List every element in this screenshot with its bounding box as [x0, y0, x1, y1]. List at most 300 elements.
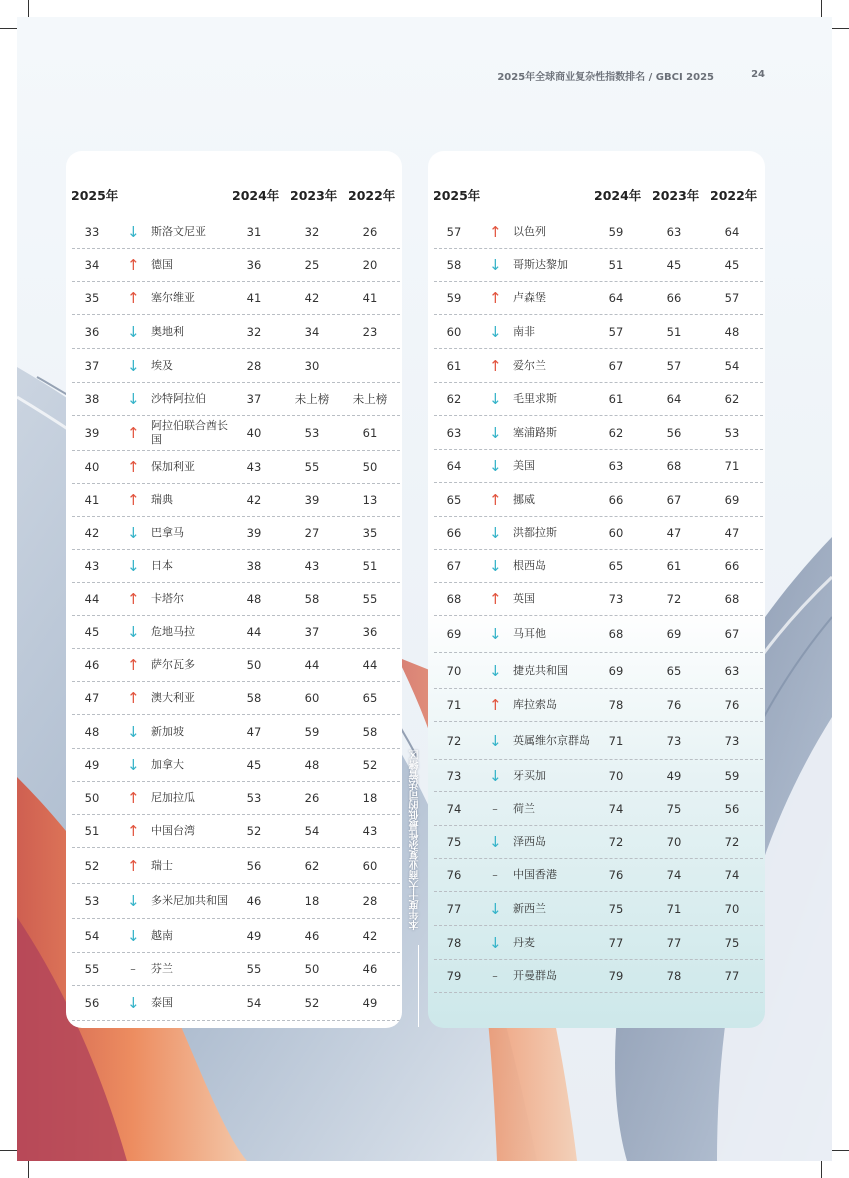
country-name: 美国 [513, 459, 535, 472]
trend-up-icon: ↑ [127, 491, 140, 509]
table-row [434, 722, 763, 760]
trend-down-icon: ↓ [127, 623, 140, 641]
rank-cell: 74 [446, 801, 462, 816]
country-name: 马耳他 [513, 627, 546, 640]
rank-2024-cell: 64 [608, 291, 624, 305]
rank-2024-cell: 67 [608, 358, 624, 373]
col-header-2023: 2023年 [290, 188, 338, 203]
rank-2023-cell: 77 [666, 935, 682, 950]
table-row [434, 282, 763, 315]
col-header-2022: 2022年 [710, 188, 758, 203]
trend-up-icon: ↑ [127, 289, 140, 307]
trend-same-icon: – [492, 868, 498, 882]
table-row [72, 682, 400, 715]
table-row [434, 550, 763, 583]
page-number: 24 [751, 69, 765, 80]
rank-cell: 52 [84, 858, 100, 873]
rank-2022-cell: 61 [362, 426, 378, 440]
trend-down-icon: ↓ [489, 833, 502, 851]
rank-2024-cell: 65 [608, 559, 624, 573]
trend-up-icon: ↑ [489, 590, 502, 608]
trend-down-icon: ↓ [489, 661, 502, 680]
country-name: 瑞士 [151, 858, 173, 872]
rank-2024-cell: 58 [246, 691, 262, 705]
rank-2023-cell: 56 [666, 425, 682, 440]
trend-down-icon: ↓ [127, 390, 140, 408]
trend-down-icon: ↓ [127, 222, 140, 241]
trend-down-icon: ↓ [489, 256, 502, 274]
rank-2022-cell: 65 [362, 691, 378, 705]
country-name: 中国香港 [513, 868, 557, 881]
trend-down-icon: ↓ [489, 933, 502, 952]
rank-cell: 40 [84, 460, 100, 474]
rank-2024-cell: 45 [246, 758, 262, 772]
trend-down-icon: ↓ [127, 557, 140, 575]
rank-2024-cell: 70 [608, 768, 624, 783]
crop-mark [831, 28, 849, 29]
table-row [434, 892, 763, 926]
rank-cell: 45 [84, 625, 100, 639]
trend-down-icon: ↓ [127, 994, 140, 1012]
rank-2024-cell: 63 [608, 459, 624, 473]
rank-cell: 60 [446, 324, 462, 339]
rank-cell: 47 [84, 691, 100, 705]
trend-up-icon: ↑ [127, 590, 140, 608]
rank-2024-cell: 69 [608, 663, 624, 678]
rank-cell: 51 [84, 824, 100, 838]
rank-cell: 62 [446, 392, 462, 406]
col-header-2023: 2023年 [652, 188, 700, 203]
rank-cell: 78 [446, 935, 462, 950]
rank-2022-cell: 36 [362, 625, 378, 639]
table-row [434, 349, 763, 383]
table-row [434, 653, 763, 689]
rank-2022-cell: 71 [724, 459, 740, 473]
rank-2024-cell: 46 [246, 894, 262, 908]
rank-2024-cell: 66 [608, 492, 624, 507]
rank-2024-cell: 72 [608, 835, 624, 849]
col-header-2024: 2024年 [594, 188, 642, 203]
table-row [72, 451, 400, 484]
table-row [434, 483, 763, 517]
rank-cell: 36 [84, 324, 100, 339]
table-row [434, 383, 763, 416]
country-name: 毛里求斯 [513, 392, 557, 405]
table-row [434, 792, 763, 826]
rank-cell: 68 [446, 592, 462, 606]
rank-2024-cell: 49 [246, 928, 262, 943]
table-row [434, 315, 763, 349]
rank-2023-cell: 未上榜 [294, 392, 330, 406]
country-name: 斯洛文尼亚 [151, 224, 206, 238]
table-row [434, 859, 763, 892]
rank-2022-cell: 66 [724, 559, 740, 573]
rank-2022-cell: 68 [724, 592, 740, 606]
trend-down-icon: ↓ [489, 423, 502, 442]
country-name: 爱尔兰 [513, 358, 546, 372]
rank-2022-cell: 13 [362, 493, 378, 507]
rank-2023-cell: 27 [304, 526, 320, 540]
country-name: 泰国 [151, 996, 173, 1009]
trend-down-icon: ↓ [127, 524, 140, 542]
table-row [72, 848, 400, 884]
rank-2022-cell: 74 [724, 868, 740, 882]
country-name: 加拿大 [151, 758, 184, 771]
rank-cell: 61 [446, 358, 462, 373]
country-name: 英国 [513, 592, 535, 605]
rank-2023-cell: 61 [666, 559, 682, 573]
col-header-2025: 2025年 [433, 188, 481, 203]
table-row [434, 450, 763, 483]
trend-down-icon: ↓ [127, 892, 140, 910]
rank-2023-cell: 66 [666, 291, 682, 305]
country-name: 开曼群岛 [513, 969, 557, 982]
rank-2024-cell: 77 [608, 935, 624, 950]
rank-2022-cell: 63 [724, 663, 740, 678]
country-name: 危地马拉 [151, 625, 195, 638]
country-name: 泽西岛 [513, 835, 546, 848]
trend-same-icon: – [492, 969, 498, 983]
country-name: 卡塔尔 [151, 592, 184, 605]
rank-cell: 34 [84, 258, 100, 272]
country-name: 南非 [513, 324, 535, 338]
rank-2024-cell: 59 [608, 224, 624, 239]
rank-2022-cell: 49 [362, 996, 378, 1010]
rank-2024-cell: 50 [246, 658, 262, 672]
table-row [72, 583, 400, 616]
rank-cell: 58 [446, 258, 462, 272]
rank-2023-cell: 55 [304, 460, 320, 474]
rank-2023-cell: 57 [666, 358, 682, 373]
rank-cell: 73 [446, 768, 462, 783]
trend-up-icon: ↑ [127, 424, 140, 442]
rank-2023-cell: 46 [304, 928, 320, 943]
trend-down-icon: ↓ [489, 731, 502, 750]
rank-2024-cell: 43 [246, 460, 262, 474]
rank-2022-cell: 35 [362, 526, 378, 540]
rank-2024-cell: 75 [608, 901, 624, 916]
trend-up-icon: ↑ [127, 789, 140, 807]
rank-2023-cell: 51 [666, 324, 682, 339]
ranking-table-right [428, 151, 765, 1028]
country-name: 多米尼加共和国 [151, 894, 228, 907]
table-row [72, 884, 400, 919]
crop-mark [821, 1160, 822, 1178]
trend-up-icon: ↑ [127, 458, 140, 476]
rank-cell: 48 [84, 724, 100, 739]
rank-2023-cell: 26 [304, 791, 320, 805]
trend-same-icon: – [130, 962, 136, 976]
country-name: 哥斯达黎加 [513, 258, 568, 271]
rank-2024-cell: 78 [608, 698, 624, 712]
rank-2024-cell: 32 [246, 324, 262, 339]
rank-cell: 79 [446, 969, 462, 983]
table-row [72, 616, 400, 649]
rank-2022-cell: 42 [362, 928, 378, 943]
rank-2024-cell: 28 [246, 358, 262, 373]
rank-2023-cell: 78 [666, 969, 682, 983]
trend-down-icon: ↓ [127, 756, 140, 774]
trend-up-icon: ↑ [489, 696, 502, 714]
rank-2024-cell: 71 [608, 733, 624, 748]
rank-2024-cell: 76 [608, 868, 624, 882]
rank-cell: 50 [84, 791, 100, 805]
rank-2022-cell: 55 [362, 592, 378, 606]
table-row [72, 815, 400, 848]
rank-2023-cell: 76 [666, 698, 682, 712]
crop-mark [831, 1150, 849, 1151]
rank-cell: 54 [84, 928, 100, 943]
rank-2022-cell: 43 [362, 824, 378, 838]
trend-up-icon: ↑ [127, 656, 140, 674]
country-name: 尼加拉瓜 [151, 791, 195, 804]
country-name: 芬兰 [151, 962, 173, 975]
rank-2022-cell: 73 [724, 733, 740, 748]
rank-cell: 37 [84, 358, 100, 373]
rank-2023-cell: 52 [304, 996, 320, 1010]
rank-2023-cell: 42 [304, 291, 320, 305]
country-name: 日本 [151, 559, 173, 572]
rank-2024-cell: 38 [246, 559, 262, 573]
rank-2022-cell: 52 [362, 758, 378, 772]
rank-cell: 65 [446, 492, 462, 507]
rank-2023-cell: 74 [666, 868, 682, 882]
trend-down-icon: ↓ [127, 926, 140, 945]
rank-2024-cell: 39 [246, 526, 262, 540]
rank-cell: 38 [84, 392, 100, 406]
rank-2024-cell: 52 [246, 824, 262, 838]
rank-2024-cell: 42 [246, 493, 262, 507]
rank-2022-cell: 60 [362, 858, 378, 873]
trend-same-icon: – [492, 802, 498, 815]
rank-2022-cell: 67 [724, 627, 740, 641]
rank-cell: 39 [84, 426, 100, 440]
rank-2022-cell: 56 [724, 801, 740, 816]
side-note [406, 750, 426, 1030]
rank-2023-cell: 72 [666, 592, 682, 606]
trend-down-icon: ↓ [127, 722, 140, 741]
rank-2022-cell: 45 [724, 258, 740, 272]
rank-2024-cell: 60 [608, 526, 624, 540]
rank-2024-cell: 54 [246, 996, 262, 1010]
col-header-2022: 2022年 [348, 188, 396, 203]
country-name: 沙特阿拉伯 [151, 392, 206, 405]
rank-2023-cell: 62 [304, 858, 320, 873]
trend-down-icon: ↓ [489, 899, 502, 918]
rank-cell: 46 [84, 658, 100, 672]
rank-cell: 67 [446, 559, 462, 573]
ranking-table-left [66, 151, 402, 1028]
rank-2022-cell: 23 [362, 324, 378, 339]
country-name: 荷兰 [513, 801, 535, 815]
crop-mark [28, 1160, 29, 1178]
rank-cell: 49 [84, 758, 100, 772]
table-row [434, 616, 763, 653]
col-header-2025: 2025年 [71, 188, 119, 203]
rank-2022-cell: 51 [362, 559, 378, 573]
trend-up-icon: ↑ [127, 256, 140, 274]
rank-2024-cell: 62 [608, 425, 624, 440]
rank-2022-cell: 58 [362, 724, 378, 739]
rank-2024-cell: 47 [246, 724, 262, 739]
rank-2024-cell: 36 [246, 258, 262, 272]
rank-cell: 66 [446, 526, 462, 540]
rank-2024-cell: 55 [246, 962, 262, 976]
rank-2023-cell: 37 [304, 625, 320, 639]
rank-2023-cell: 50 [304, 962, 320, 976]
rank-cell: 57 [446, 224, 462, 239]
table-row [72, 782, 400, 815]
rank-2024-cell: 79 [608, 969, 624, 983]
rank-2023-cell: 53 [304, 426, 320, 440]
rank-cell: 42 [84, 526, 100, 540]
trend-up-icon: ↑ [489, 289, 502, 307]
table-row [72, 416, 400, 451]
trend-down-icon: ↓ [489, 625, 502, 643]
table-row [72, 517, 400, 550]
rank-2022-cell: 20 [362, 258, 378, 272]
side-note-line [418, 945, 419, 1027]
rank-2022-cell: 26 [362, 224, 378, 239]
trend-up-icon: ↑ [489, 222, 502, 241]
rank-cell: 64 [446, 459, 462, 473]
table-row [434, 215, 763, 249]
rank-2023-cell: 71 [666, 901, 682, 916]
rank-2023-cell: 45 [666, 258, 682, 272]
rank-2023-cell: 48 [304, 758, 320, 772]
rank-2023-cell: 34 [304, 324, 320, 339]
rank-2023-cell: 18 [304, 894, 320, 908]
rank-2024-cell: 51 [608, 258, 624, 272]
rank-2022-cell: 44 [362, 658, 378, 672]
rank-2024-cell: 53 [246, 791, 262, 805]
rank-2023-cell: 43 [304, 559, 320, 573]
country-name: 德国 [151, 258, 173, 271]
rank-2023-cell: 49 [666, 768, 682, 783]
country-name: 瑞典 [151, 493, 173, 506]
trend-down-icon: ↓ [127, 356, 140, 375]
table-row [434, 760, 763, 792]
rank-2022-cell: 72 [724, 835, 740, 849]
rank-cell: 59 [446, 291, 462, 305]
country-name: 阿拉伯联合酋长国 [151, 419, 228, 446]
table-row [72, 249, 400, 282]
crop-mark [821, 0, 822, 18]
rank-cell: 69 [446, 627, 462, 641]
rank-cell: 77 [446, 901, 462, 916]
trend-up-icon: ↑ [127, 822, 140, 840]
rank-2024-cell: 31 [246, 224, 262, 239]
table-row [72, 550, 400, 583]
country-name: 萨尔瓦多 [151, 658, 195, 671]
table-row [72, 383, 400, 416]
rank-2024-cell: 56 [246, 858, 262, 873]
rank-2023-cell: 68 [666, 459, 682, 473]
country-name: 塞尔维亚 [151, 291, 195, 304]
rank-cell: 33 [84, 224, 100, 239]
rank-2022-cell: 46 [362, 962, 378, 976]
country-name: 保加利亚 [151, 460, 195, 473]
table-row [72, 649, 400, 682]
rank-2023-cell: 75 [666, 801, 682, 816]
rank-cell: 75 [446, 835, 462, 849]
rank-2022-cell: 41 [362, 291, 378, 305]
country-name: 中国台湾 [151, 824, 195, 837]
rank-cell: 43 [84, 559, 100, 573]
rank-2022-cell: 77 [724, 969, 740, 983]
rank-2024-cell: 61 [608, 392, 624, 406]
table-row [434, 517, 763, 550]
rank-2022-cell: 54 [724, 358, 740, 373]
table-row [434, 416, 763, 450]
country-name: 埃及 [151, 358, 173, 372]
country-name: 根西岛 [513, 559, 546, 572]
side-note-text: 本年度十大商业复杂性最低的司法管辖区 [410, 750, 421, 930]
rank-2023-cell: 44 [304, 658, 320, 672]
rank-2024-cell: 37 [246, 392, 262, 406]
rank-2023-cell: 25 [304, 258, 320, 272]
table-row [434, 826, 763, 859]
table-row [72, 484, 400, 517]
trend-down-icon: ↓ [489, 766, 502, 785]
country-name: 洪都拉斯 [513, 526, 557, 539]
rank-2023-cell: 67 [666, 492, 682, 507]
rank-2022-cell: 59 [724, 768, 740, 783]
rank-2022-cell: 76 [724, 698, 740, 712]
rank-2022-cell: 50 [362, 460, 378, 474]
rank-2022-cell: 未上榜 [352, 392, 388, 406]
table-row [434, 960, 763, 993]
rank-2022-cell: 69 [724, 492, 740, 507]
rank-2024-cell: 74 [608, 801, 624, 816]
col-header-2024: 2024年 [232, 188, 280, 203]
rank-2024-cell: 41 [246, 291, 262, 305]
report-title: 2025年全球商业复杂性指数排名 / GBCI 2025 [497, 72, 714, 83]
rank-2023-cell: 69 [666, 627, 682, 641]
rank-cell: 44 [84, 592, 100, 606]
rank-2024-cell: 68 [608, 627, 624, 641]
trend-down-icon: ↓ [127, 322, 140, 341]
crop-mark [0, 28, 18, 29]
table-row [434, 926, 763, 960]
rank-2023-cell: 73 [666, 733, 682, 748]
rank-2024-cell: 40 [246, 426, 262, 440]
country-name: 以色列 [513, 224, 546, 238]
rank-2022-cell: 47 [724, 526, 740, 540]
table-row [434, 249, 763, 282]
rank-2023-cell: 58 [304, 592, 320, 606]
trend-down-icon: ↓ [489, 524, 502, 542]
rank-2022-cell: 28 [362, 894, 378, 908]
rank-2023-cell: 60 [304, 691, 320, 705]
rank-2024-cell: 57 [608, 324, 624, 339]
table-row [72, 215, 400, 249]
trend-up-icon: ↑ [127, 689, 140, 707]
rank-2023-cell: 47 [666, 526, 682, 540]
rank-cell: 56 [84, 996, 100, 1010]
rank-2023-cell: 54 [304, 824, 320, 838]
rank-2023-cell: 65 [666, 663, 682, 678]
rank-cell: 53 [84, 894, 100, 908]
rank-2022-cell: 64 [724, 224, 740, 239]
rank-2023-cell: 59 [304, 724, 320, 739]
rank-2022-cell: 53 [724, 425, 740, 440]
trend-up-icon: ↑ [489, 356, 502, 375]
country-name: 新加坡 [151, 724, 184, 738]
country-name: 越南 [151, 928, 173, 942]
rank-2024-cell: 48 [246, 592, 262, 606]
country-name: 卢森堡 [513, 291, 546, 304]
